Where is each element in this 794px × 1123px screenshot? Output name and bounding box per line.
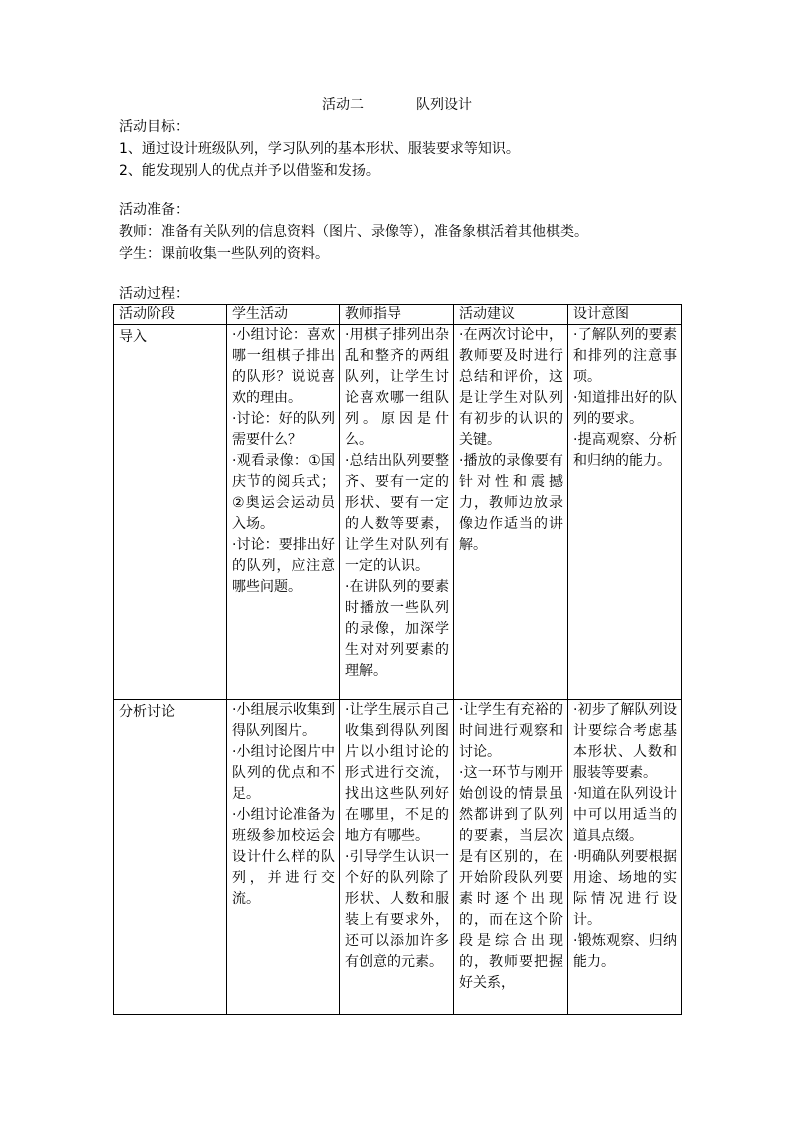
list-item: ·在两次讨论中，教师要及时进行总结和评价，这是让学生对队列有初步的认识的关键。 xyxy=(459,327,563,448)
header-student-activity: 学生活动 xyxy=(227,305,340,325)
list-item: ·提高观察、分析和归纳的能力。 xyxy=(573,432,677,469)
title-activity-name: 队列设计 xyxy=(416,97,472,113)
design-intent-cell xyxy=(568,325,682,700)
list-item: ·锻炼观察、归纳能力。 xyxy=(573,933,677,970)
prep-teacher: 教师：准备有关队列的信息资料（图片、录像等），准备象棋活着其他棋类。 xyxy=(119,224,588,240)
list-item: ·让学生展示自己收集到得队列图片以小组讨论的形式进行交流，找出这些队列好在哪里，不足的地方有哪些。 xyxy=(345,702,449,844)
activity-suggestion-cell xyxy=(454,700,568,1015)
title-activity-number: 活动二 xyxy=(322,97,364,113)
list-item: ·引导学生认识一个好的队列除了形状、人数和服装上有要求外，还可以添加许多有创意的元素。 xyxy=(345,849,449,970)
list-item: ·小组展示收集到得队列图片。 xyxy=(232,702,335,739)
list-item: ·用棋子排列出杂乱和整齐的两组队列，让学生讨论喜欢哪一组队列。原因是什么。 xyxy=(345,327,449,448)
list-item: ·总结出队列要整齐、要有一定的形状、要有一定的人数等要素，让学生对队列有一定的认识。 xyxy=(345,453,449,574)
goal-item-1: 1、通过设计班级队列，学习队列的基本形状、服装要求等知识。 xyxy=(119,141,520,157)
list-item: ·讨论：要排出好的队列，应注意哪些问题。 xyxy=(232,537,335,595)
header-teacher-guidance: 教师指导 xyxy=(340,305,454,325)
table-row xyxy=(114,325,682,700)
header-activity-suggestion: 活动建议 xyxy=(454,305,568,325)
list-item: ·小组讨论准备为班级参加校运会设计什么样的队列，并进行交流。 xyxy=(232,807,335,907)
list-item: ·知道排出好的队列的要求。 xyxy=(573,390,677,427)
stage-cell: 导入 xyxy=(114,325,227,700)
list-item: ·明确队列要根据用途、场地的实际情况进行设计。 xyxy=(573,849,677,928)
list-item: ·让学生有充裕的时间进行观察和讨论。 xyxy=(459,702,563,760)
list-item: ·讨论：好的队列需要什么？ xyxy=(232,411,335,448)
document-title xyxy=(0,95,794,115)
process-table xyxy=(113,304,682,1015)
list-item: ·观看录像：①国庆节的阅兵式；②奥运会运动员入场。 xyxy=(232,453,335,532)
list-item: ·了解队列的要素和排列的注意事项。 xyxy=(573,327,677,385)
table-header-row xyxy=(114,305,682,325)
list-item: ·播放的录像要有针对性和震撼力，教师边放录像边作适当的讲解。 xyxy=(459,453,563,553)
list-item: ·这一环节与刚开始创设的情景虽然都讲到了队列的要素，当层次是有区别的，在开始阶段队列要素时逐个出现的，而在这个阶段是综合出现的，教师要把握好关系， xyxy=(459,765,563,991)
prep-student: 学生：课前收集一些队列的资料。 xyxy=(119,246,329,262)
list-item: ·初步了解队列设计要综合考虑基本形状、人数和服装等要素。 xyxy=(573,702,677,781)
stage-cell: 分析讨论 xyxy=(114,700,227,1015)
list-item: ·小组讨论图片中队列的优点和不足。 xyxy=(232,744,335,802)
list-item: ·在讲队列的要素时播放一些队列的录像，加深学生对对列要素的理解。 xyxy=(345,579,449,679)
header-design-intent: 设计意图 xyxy=(568,305,682,325)
student-activity-cell xyxy=(227,700,340,1015)
teacher-guidance-cell xyxy=(340,325,454,700)
activity-suggestion-cell xyxy=(454,325,568,700)
teacher-guidance-cell xyxy=(340,700,454,1015)
goals-heading: 活动目标： xyxy=(119,119,189,135)
list-item: ·小组讨论：喜欢哪一组棋子排出的队形？说说喜欢的理由。 xyxy=(232,327,335,406)
process-heading: 活动过程： xyxy=(119,286,189,302)
header-stage: 活动阶段 xyxy=(114,305,227,325)
design-intent-cell xyxy=(568,700,682,1015)
table-row xyxy=(114,700,682,1015)
goal-item-2: 2、能发现别人的优点并予以借鉴和发扬。 xyxy=(119,163,380,179)
list-item: ·知道在队列设计中可以用适当的道具点缀。 xyxy=(573,786,677,844)
prep-heading: 活动准备： xyxy=(119,202,189,218)
student-activity-cell xyxy=(227,325,340,700)
